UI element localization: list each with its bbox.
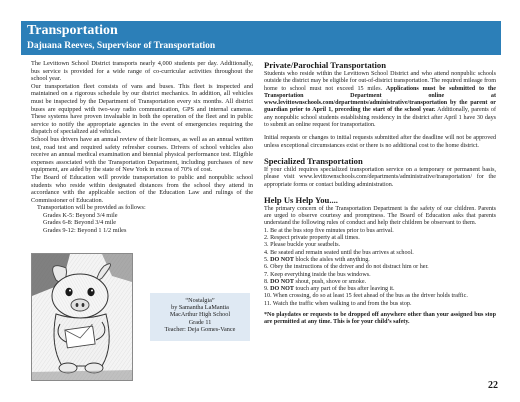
left-column bbox=[31, 60, 253, 235]
board-paragraph: The Board of Education will provide transportation to public and nonpublic school students who reside within designated distances from the school they attend in accordance with the applicable section of the Education Law and rulings of the Commissioner of Education. bbox=[31, 173, 253, 204]
artwork-artist: by Samantha LaMantia bbox=[171, 304, 229, 312]
conduct-rule: 10. When crossing, do so at least 15 feet ahead of the bus as the driver holds traffic. bbox=[264, 293, 468, 300]
artwork-title: “Nostalgia” bbox=[185, 297, 215, 304]
private-transport-paragraph bbox=[264, 71, 496, 129]
grade-item: Grades K-5: Beyond 3/4 mile bbox=[43, 211, 118, 219]
grade-item: Grades 6-8: Beyond 3/4 mile bbox=[43, 219, 117, 227]
help-intro-paragraph: The primary concern of the Transportation Department is the safety of our children. Parents are urged to observe courtesy and promptness. The Board of Education asks that parents understand the following rules of conduct and help their children be observant to them. bbox=[264, 205, 496, 227]
conduct-rules-list bbox=[264, 228, 496, 308]
page-subtitle: Dajuana Reeves, Supervisor of Transportation bbox=[27, 41, 216, 51]
conduct-rule: 8. DO NOT shout, push, shove or smoke. bbox=[264, 278, 367, 285]
page-title: Transportation bbox=[27, 23, 118, 38]
intro-paragraph: The Levittown School District transports nearly 4,000 students per day. Additionally, bus service is provided for a wide range of co-curricular activities throughout the school year. bbox=[31, 60, 253, 83]
conduct-rule: 6. Obey the instructions of the driver and do not distract him or her. bbox=[264, 264, 429, 271]
fleet-paragraph: Our transportation fleet consists of vans and buses. This fleet is inspected and maintained on a rigorous schedule by our district mechanics. In addition, all vehicles must be inspected by the Department of Transportation every six months. All district buses are equipped with two-way radio communication, GPS and internal cameras. These systems have proven invaluable in both the operation of the fleet and in public service to notify the appropriate agencies in the event of emergencies requiring the dispatch of specialized aid vehicles. bbox=[31, 82, 253, 136]
conduct-rule: 2. Respect private property at all times. bbox=[264, 235, 360, 242]
specialized-transport-paragraph: If your child requires specialized transportation service on a temporary or permanent basis, please visit www.levittownschools.com/departments/administrative/transportation/ for the appropriate forms or contact building administration. bbox=[264, 166, 496, 188]
conduct-rule: 11. Watch the traffic when walking to and from the bus stop. bbox=[264, 300, 412, 307]
conduct-rule: 7. Keep everything inside the bus windows. bbox=[264, 271, 371, 278]
help-us-heading: Help Us Help You.... bbox=[264, 194, 338, 205]
specialized-transport-heading: Specialized Transportation bbox=[264, 155, 363, 166]
private-eligibility-text: Students who reside within the Levittown School District and who attend nonpublic schools outside the district may be eligible for out-of-district transportation. The required mileage from home to school must not exceed 15 miles. bbox=[264, 71, 496, 92]
student-artwork bbox=[31, 253, 133, 381]
artwork-caption bbox=[150, 293, 250, 341]
section-banner bbox=[21, 21, 501, 55]
grade-item: Grades 9-12: Beyond 1 1/2 miles bbox=[43, 227, 127, 235]
drivers-paragraph: School bus drivers have an annual review of their licenses, as well as an annual written test, road test and required safety refresher courses. Drivers of school vehicles also receive an annual medical examination and biennial physical performance test. Eligible expenses associated with the Transportation Department, including purchases of new equipment, are aided by the state of New York in excess of 70% of cost. bbox=[31, 135, 253, 174]
conduct-rule: 1. Be at the bus stop five minutes prior to bus arrival. bbox=[264, 227, 394, 234]
artwork-teacher: Teacher: Deja Gomes-Vance bbox=[164, 325, 236, 333]
conduct-rule: 9. DO NOT touch any part of the bus after leaving it. bbox=[264, 286, 395, 293]
page-number: 22 bbox=[488, 380, 498, 391]
late-requests-paragraph: Initial requests or changes to initial requests submitted after the deadline will not be approved unless exceptional circumstances exist or there is no additional cost to the home district. bbox=[264, 135, 496, 149]
residency-text: Additionally, parents of any nonpublic school students establishing residency in the district after April 1 have 30 days to submit an online request for transportation. bbox=[264, 107, 496, 129]
safety-notice: *No playdates or requests to be dropped off anywhere other than your assigned bus stop are permitted at any time. This is for your child’s safety. bbox=[264, 312, 496, 326]
private-transport-heading: Private/Parochial Transportation bbox=[264, 60, 386, 70]
provision-paragraph: Transportation will be provided as follows: bbox=[37, 204, 146, 212]
conduct-rule: 3. Please buckle your seatbelts. bbox=[264, 242, 341, 249]
artwork-grade: Grade 11 bbox=[188, 318, 212, 326]
pig-drawing-illustration bbox=[32, 254, 132, 380]
artwork-school: MacArthur High School bbox=[169, 311, 231, 319]
conduct-rule: 4. Be seated and remain seated until the bus arrives at school. bbox=[264, 249, 414, 256]
conduct-rule: 5. DO NOT block the aisles with anything. bbox=[264, 256, 370, 263]
right-column bbox=[264, 60, 496, 327]
application-deadline-text: Applications must be submitted to the Transportation Department online at www.levittownschools.com/departments/administrative/transportation by the parent or guardian prior to April 1, preceding the start of the school year. bbox=[264, 85, 496, 114]
